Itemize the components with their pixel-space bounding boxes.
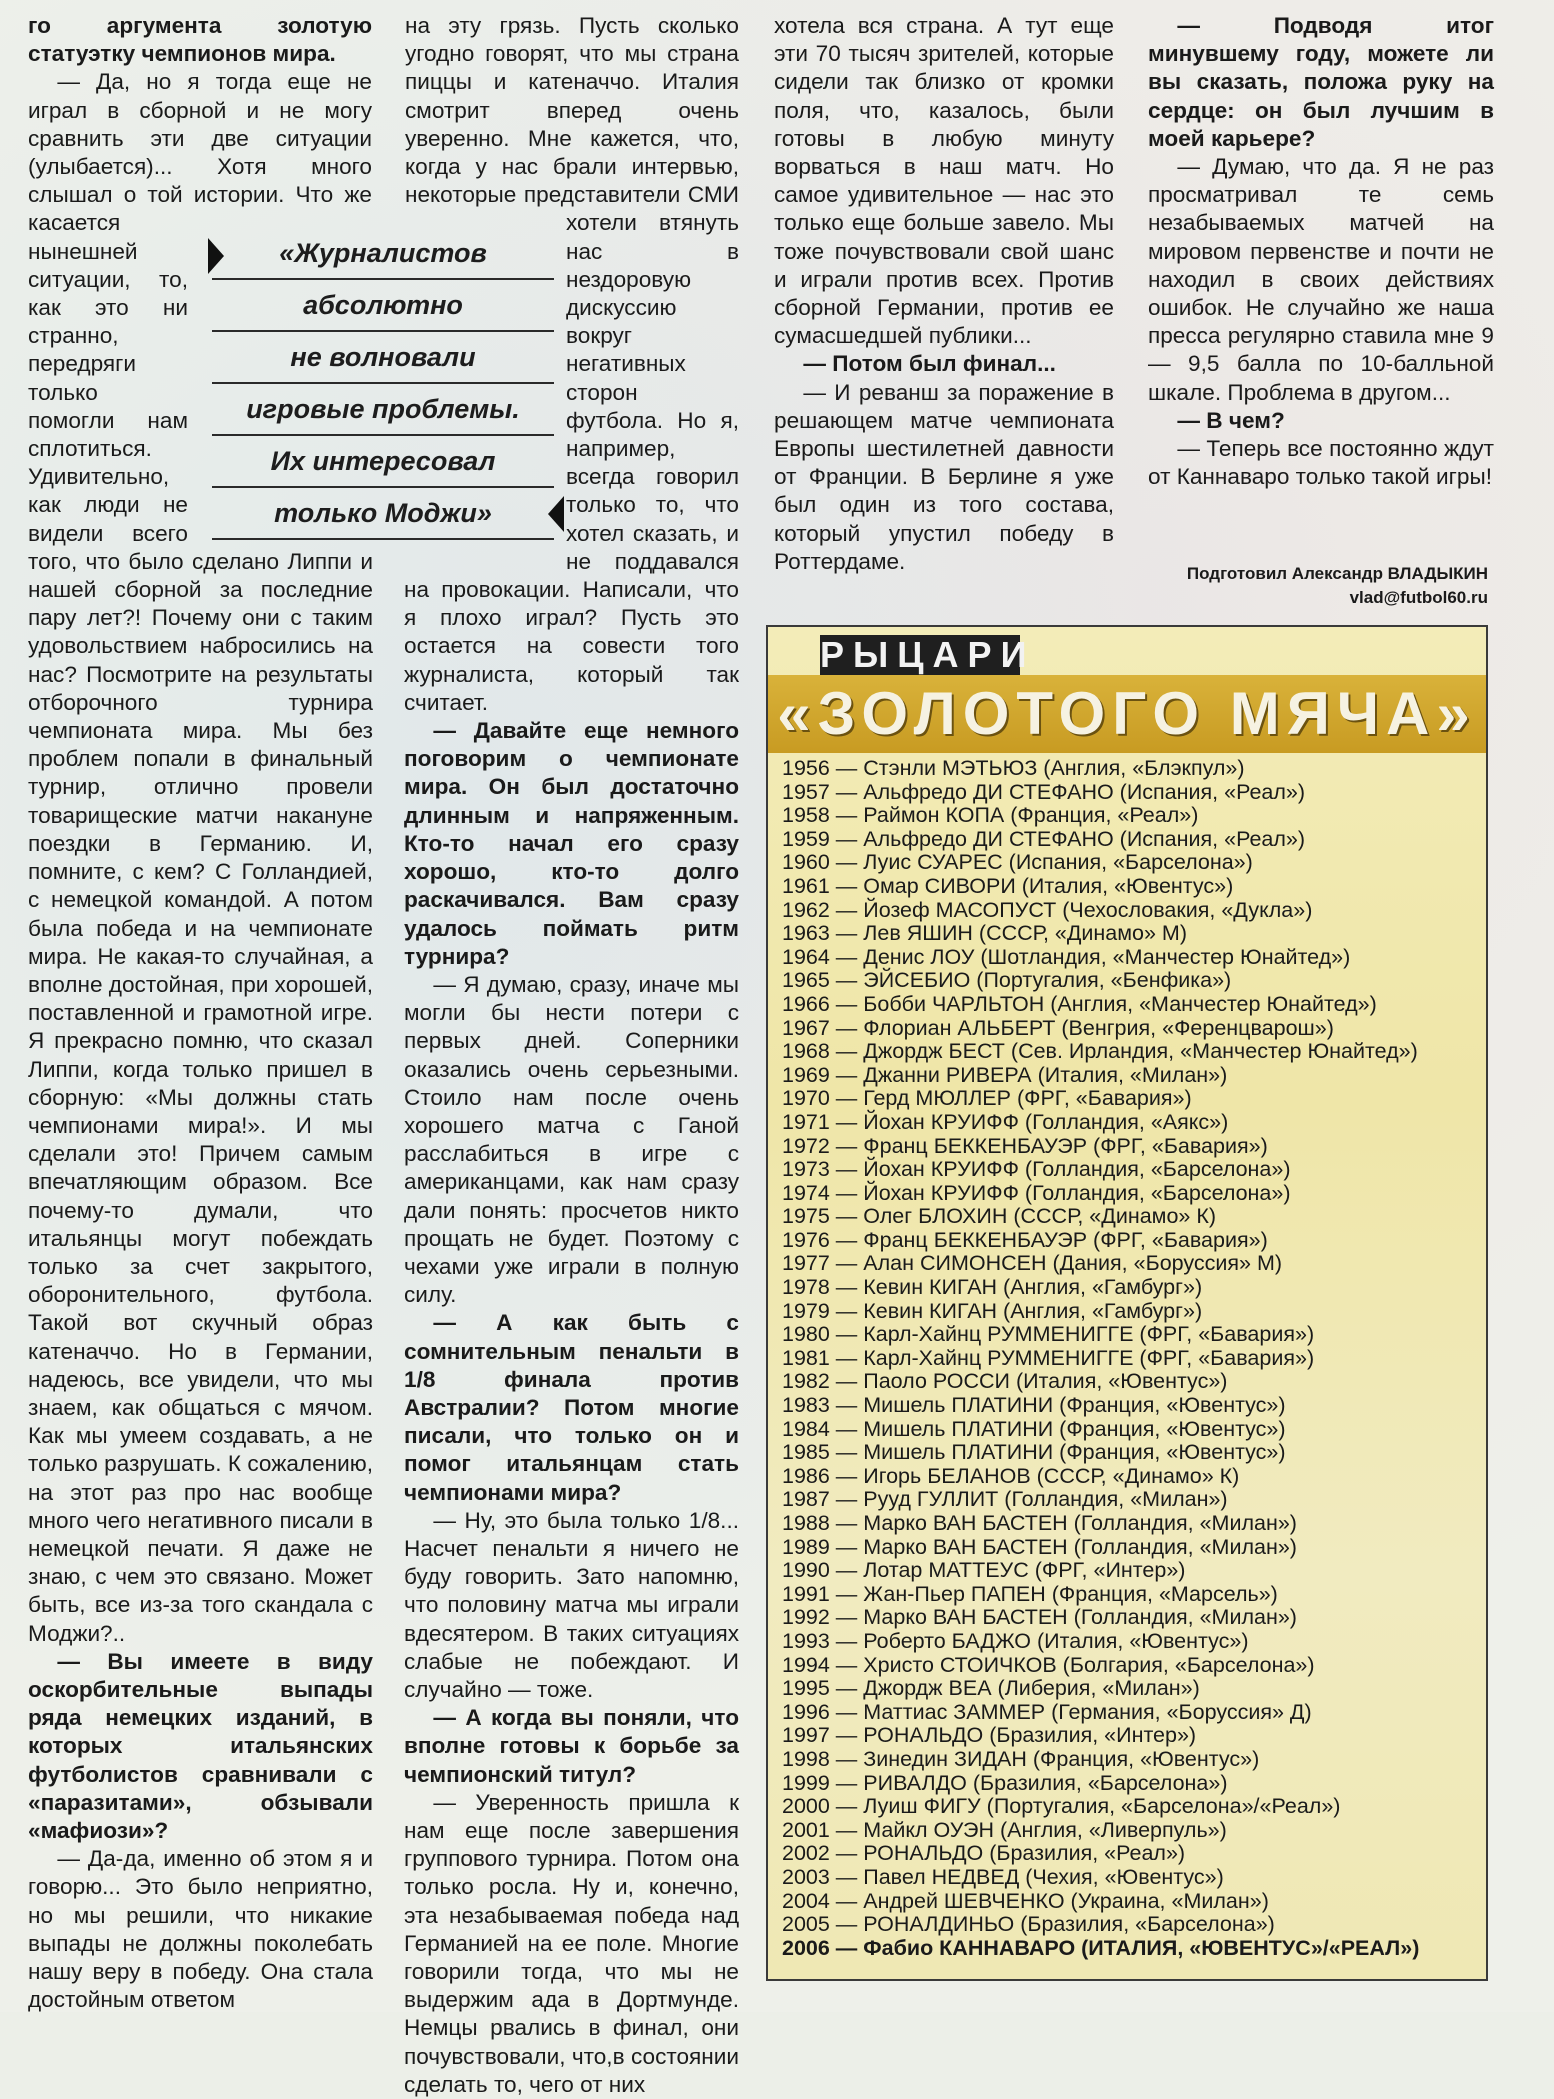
winner-entry: 1977 — Алан СИМОНСЕН (Дания, «Боруссия» М) — [782, 1251, 1283, 1276]
pull-quote-line — [212, 228, 554, 280]
arrow-left-icon — [548, 496, 564, 532]
winner-entry: 2001 — Майкл ОУЭН (Англия, «Ливерпуль») — [782, 1817, 1227, 1842]
pull-quote-line — [212, 488, 554, 540]
winner-entry: 1958 — Раймон КОПА (Франция, «Реал») — [782, 803, 1199, 828]
winner-entry: 1981 — Карл-Хайнц РУММЕНИГГЕ (ФРГ, «Бавария») — [782, 1345, 1315, 1370]
box-title-top: РЫЦАРИ — [820, 634, 1036, 675]
pull-quote-text: «Журналистов — [279, 238, 487, 268]
winner-entry: 1983 — Мишель ПЛАТИНИ (Франция, «Ювентус») — [782, 1393, 1286, 1418]
box-title-main: «ЗОЛОТОГО МЯЧА» — [768, 675, 1486, 753]
answer-paragraph: — И реванш за поражение в решающем матче чемпионата Европы шестилетней давности от Франции. В Берлине я уже был один из того состава, который упустил победу в Роттердаме. — [774, 379, 1114, 574]
byline — [1148, 562, 1488, 610]
ballon-dor-box — [766, 625, 1488, 1981]
pull-quote-text: игровые проблемы. — [246, 394, 520, 424]
answer-paragraph: на эту грязь. Пусть сколько угодно говорят, что мы страна пиццы и катеначчо. Италия смотрит вперед очень уверенно. Мне кажется, что, когда у нас брали интервью, некоторые представители СМИ хотели втянуть нас в нездоровую дискуссию вокруг негативных сторон футбола. Но я, например, всегда говорил только то, что хотел сказать, и не поддавался на провокации. Написали, что я плохо играл? Пусть это остается на совести того журналиста, который так считает. — [404, 13, 739, 715]
pull-quote-line — [212, 332, 554, 384]
winner-entry: 2004 — Андрей ШЕВЧЕНКО (Украина, «Милан») — [782, 1888, 1269, 1913]
winner-entry: 1966 — Бобби ЧАРЛЬТОН (Англия, «Манчестер Юнайтед») — [782, 991, 1377, 1016]
winner-entry: 1968 — Джордж БЕСТ (Сев. Ирландия, «Манчестер Юнайтед») — [782, 1039, 1418, 1064]
winner-entry: 1963 — Лев ЯШИН (СССР, «Динамо» М) — [782, 921, 1187, 946]
question-paragraph: — Давайте еще немного поговорим о чемпионате мира. Он был достаточно длинным и напряженным. Кто-то начал его сразу хорошо, кто-то долго раскачивался. Вам сразу удалось поймать ритм турнира? — [404, 718, 739, 969]
winner-entry: 1985 — Мишель ПЛАТИНИ (Франция, «Ювентус») — [782, 1440, 1286, 1465]
pull-quote-text: не волновали — [290, 342, 476, 372]
answer-paragraph: хотела вся страна. А тут еще эти 70 тысяч зрителей, которые сидели так близко от кромки поля, что, казалось, были готовы в любую минуту ворваться в наш матч. Но самое удивительное — нас это только еще больше завело. Мы тоже почувствовали свой шанс и играли против всех. Против сборной Германии, против ее сумасшедшей публики... — [774, 13, 1114, 349]
question-paragraph: — Подводя итог минувшему году, можете ли вы сказать, положа руку на сердце: он был лучшим в моей карьере? — [1148, 13, 1494, 151]
pull-quote-line — [212, 384, 554, 436]
wrap-offset — [372, 12, 373, 212]
winner-entry: 2000 — Луиш ФИГУ (Португалия, «Барселона»/«Реал») — [782, 1794, 1341, 1819]
pull-quote-line — [212, 280, 554, 332]
answer-paragraph: — Теперь все постоянно ждут от Каннаваро только такой игры! — [1148, 436, 1494, 490]
winner-entry: 1989 — Марко ВАН БАСТЕН (Голландия, «Милан») — [782, 1534, 1297, 1559]
question-paragraph: — А как быть с сомнительным пенальти в 1/8 финала против Австралии? Потом многие писали, что только он и помог итальянцам стать чемпионами мира? — [404, 1310, 739, 1505]
arrow-right-icon — [208, 238, 224, 274]
winner-entry: 1996 — Маттиас ЗАММЕР (Германия, «Боруссия» Д) — [782, 1699, 1312, 1724]
pull-quote-text: абсолютно — [303, 290, 463, 320]
winner-entry: 1962 — Йозеф МАСОПУСТ (Чехословакия, «Дукла») — [782, 897, 1313, 922]
winner-entry: 1994 — Христо СТОИЧКОВ (Болгария, «Барселона») — [782, 1652, 1315, 1677]
winner-entry: 1965 — ЭЙСЕБИО (Португалия, «Бенфика») — [782, 968, 1232, 993]
question-paragraph: го аргумента золотую статуэтку чемпионов мира. — [28, 13, 372, 67]
winner-entry: 2005 — РОНАЛДИНЬО (Бразилия, «Барселона») — [782, 1912, 1275, 1937]
winner-entry: 1990 — Лотар МАТТЕУС (ФРГ, «Интер») — [782, 1558, 1186, 1583]
winner-entry: 1959 — Альфредо ДИ СТЕФАНО (Испания, «Реал») — [782, 826, 1306, 851]
winner-entry: 1967 — Флориан АЛЬБЕРТ (Венгрия, «Ференцварош») — [782, 1015, 1334, 1040]
winner-entry: 1999 — РИВАЛДО (Бразилия, «Барселона») — [782, 1770, 1228, 1795]
question-paragraph: — В чем? — [1177, 407, 1285, 433]
question-paragraph: — А когда вы поняли, что вполне готовы к борьбе за чемпионский титул? — [404, 1705, 739, 1787]
winner-entry: 1971 — Йохан КРУИФФ (Голландия, «Аякс») — [782, 1109, 1229, 1134]
article-column-4 — [1148, 12, 1494, 491]
pull-quote — [212, 228, 554, 534]
pull-quote-text: только Моджи» — [274, 498, 492, 528]
winner-entry: 1972 — Франц БЕККЕНБАУЭР (ФРГ, «Бавария») — [782, 1133, 1268, 1158]
winner-entry: 1974 — Йохан КРУИФФ (Голландия, «Барселона») — [782, 1180, 1291, 1205]
question-paragraph: — Потом был финал... — [803, 351, 1056, 377]
winner-entry: 1993 — Роберто БАДЖО (Италия, «Ювентус») — [782, 1628, 1249, 1653]
winner-entry: 2002 — РОНАЛЬДО (Бразилия, «Реал») — [782, 1841, 1186, 1866]
winner-entry: 1995 — Джордж ВЕА (Либерия, «Милан») — [782, 1676, 1200, 1701]
answer-paragraph: — Ну, это была только 1/8... Насчет пенальти я ничего не буду говорить. Зато напомню, что половину матча мы играли вдесятером. В таких ситуациях слабые не побеждают. И случайно — тоже. — [404, 1507, 739, 1702]
winner-entry: 1973 — Йохан КРУИФФ (Голландия, «Барселона») — [782, 1157, 1291, 1182]
winners-list — [782, 757, 1472, 1960]
winner-entry: 1984 — Мишель ПЛАТИНИ (Франция, «Ювентус») — [782, 1416, 1286, 1441]
winner-entry: 1978 — Кевин КИГАН (Англия, «Гамбург») — [782, 1275, 1203, 1300]
winner-entry: 1956 — Стэнли МЭТЬЮЗ (Англия, «Блэкпул») — [782, 756, 1245, 780]
winner-entry: 1970 — Герд МЮЛЛЕР (ФРГ, «Бавария») — [782, 1086, 1192, 1111]
winner-entry: 1992 — Марко ВАН БАСТЕН (Голландия, «Милан») — [782, 1605, 1297, 1630]
winner-entry: 2006 — Фабио КАННАВАРО (ИТАЛИЯ, «ЮВЕНТУС»/«РЕАЛ») — [782, 1935, 1420, 1960]
answer-paragraph: — Думаю, что да. Я не раз просматривал те семь незабываемых матчей на мировом первенстве и почти не находил в своих действиях ошибок. Не случайно же наша пресса регулярно ставила мне 9 — 9,5 балла по 10-балльной шкале. Проблема в другом... — [1148, 154, 1494, 405]
article-column-3 — [774, 12, 1114, 576]
pull-quote-line — [212, 436, 554, 488]
byline-email: vlad@futbol60.ru — [1349, 588, 1488, 607]
winner-entry: 1969 — Джанни РИВЕРА (Италия, «Милан») — [782, 1062, 1228, 1087]
winner-entry: 1997 — РОНАЛЬДО (Бразилия, «Интер») — [782, 1723, 1197, 1748]
winner-entry: 1998 — Зинедин ЗИДАН (Франция, «Ювентус») — [782, 1746, 1260, 1771]
winner-entry: 1991 — Жан-Пьер ПАПЕН (Франция, «Марсель») — [782, 1581, 1278, 1606]
winner-entry: 1957 — Альфредо ДИ СТЕФАНО (Испания, «Реал») — [782, 779, 1306, 804]
winner-entry: 1960 — Луис СУАРЕС (Испания, «Барселона») — [782, 850, 1253, 875]
answer-paragraph: — Да, но я тогда еще не играл в сборной и не могу сравнить эти две ситуации (улыбается)... Хотя много слышал о той истории. Что же касается нынешней ситуации, то, как это ни странно, передряги только помогли нам сплотиться. Удивительно, как люди не видели всего того, что было сделано Липпи и нашей сборной за последние пару лет?! Почему они с таким удовольствием набросились на нас? Посмотрите на результаты отборочного турнира чемпионата мира. Мы без проблем попали в финальный турнир, отлично провели товарищеские матчи накануне поездки в Германию. И, помните, с кем? С Голландией, с немецкой командой. А потом была победа и на чемпионате мира. Не какая-то случайная, а вполне достойная, при хорошей, поставленной и грамотной игре. Я прекрасно помню, что сказал Липпи, когда только пришел в сборную: «Мы должны стать чемпионами мира!». И мы сделали это! Причем самым впечатляющим образом. Все почему-то думали, что итальянцы могут побеждать только за счет закрытого, оборонительного, футбола. Такой вот скучный образ катеначчо. Но в Германии, надеюсь, все увидели, что мы знаем, как общаться с мячом. Как мы умеем создавать, а не только разрушать. К сожалению, на этот раз про нас вообще много чего негативного писали в немецкой печати. Я даже не знаю, с чем это связано. Может быть, все из-за того скандала с Моджи?.. — [28, 69, 373, 1646]
pull-quote-text: Их интересовал — [270, 446, 496, 476]
winner-entry: 1987 — Рууд ГУЛЛИТ (Голландия, «Милан») — [782, 1487, 1228, 1512]
question-paragraph: — Вы имеете в виду оскорбительные выпады ряда немецких изданий, в которых итальянских футболистов сравнивали с «паразитами», обзывали «мафиози»? — [28, 1648, 373, 1843]
winner-entry: 1979 — Кевин КИГАН (Англия, «Гамбург») — [782, 1298, 1203, 1323]
winner-entry: 2003 — Павел НЕДВЕД (Чехия, «Ювентус») — [782, 1864, 1224, 1889]
winner-entry: 1976 — Франц БЕККЕНБАУЭР (ФРГ, «Бавария») — [782, 1227, 1268, 1252]
answer-paragraph: — Да-да, именно об этом я и говорю... Это было неприятно, но мы решили, что никакие выпады не должны поколебать нашу веру в победу. Она стала достойным ответом — [28, 1846, 373, 2013]
winner-entry: 1964 — Денис ЛОУ (Шотландия, «Манчестер Юнайтед») — [782, 944, 1351, 969]
answer-paragraph: — Я думаю, сразу, иначе мы могли бы нести потери с первых дней. Соперники оказались очень серьезными. Стоило нам после очень хорошего матча с Ганой расслабиться в игре с американцами, как нам сразу дали понять: просчетов никто прощать не будет. Поэтому с чехами уже играли в полную силу. — [404, 971, 739, 1308]
winner-entry: 1975 — Олег БЛОХИН (СССР, «Динамо» К) — [782, 1204, 1217, 1229]
byline-author: Подготовил Александр ВЛАДЫКИН — [1186, 564, 1488, 583]
answer-paragraph: — Уверенность пришла к нам еще после завершения группового турнира. Потом она только росла. Ну и, конечно, эта незабываемая победа над Германией на ее поле. Многие говорили тогда, что мы не выдержим ада в Дортмунде. Немцы рвались в финал, они почувствовали, что,в состоянии сделать то, чего от них — [404, 1789, 739, 2097]
winner-entry: 1982 — Паоло РОССИ (Италия, «Ювентус») — [782, 1369, 1228, 1394]
winner-entry: 1980 — Карл-Хайнц РУММЕНИГГЕ (ФРГ, «Бавария») — [782, 1322, 1315, 1347]
winner-entry: 1961 — Омар СИВОРИ (Италия, «Ювентус») — [782, 873, 1234, 898]
winner-entry: 1986 — Игорь БЕЛАНОВ (СССР, «Динамо» К) — [782, 1463, 1240, 1488]
winner-entry: 1988 — Марко ВАН БАСТЕН (Голландия, «Милан») — [782, 1511, 1297, 1535]
